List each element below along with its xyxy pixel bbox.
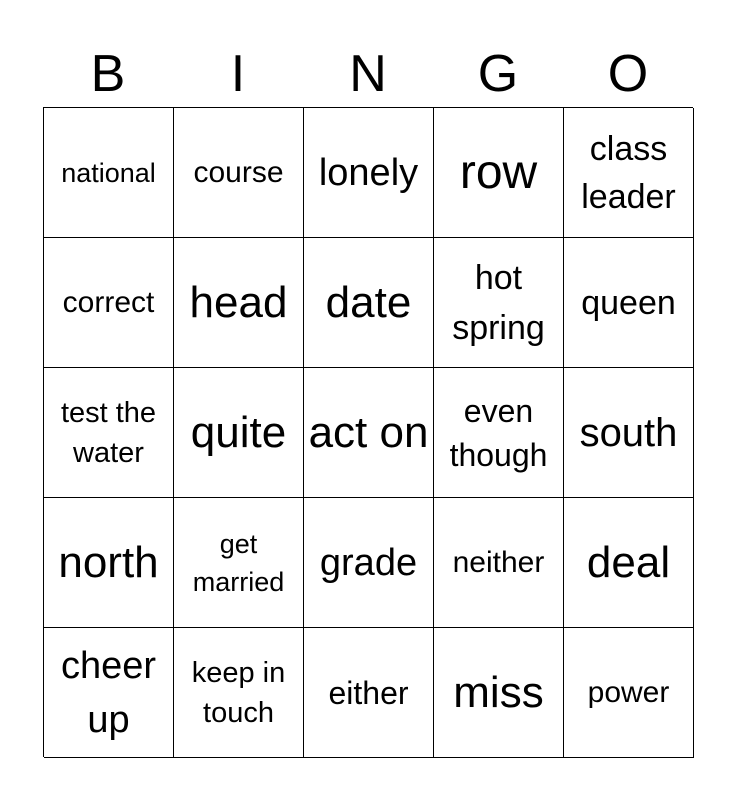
bingo-cell[interactable] <box>564 238 694 368</box>
bingo-cell[interactable] <box>434 108 564 238</box>
bingo-cell[interactable] <box>44 238 174 368</box>
header-letter-b: B <box>90 45 126 103</box>
cell-text: even though <box>449 392 548 473</box>
bingo-cell[interactable] <box>564 628 694 758</box>
bingo-cell[interactable] <box>564 368 694 498</box>
bingo-cell[interactable] <box>434 368 564 498</box>
header-letter-o: O <box>607 45 649 103</box>
bingo-cell[interactable] <box>564 498 694 628</box>
bingo-cell[interactable] <box>44 498 174 628</box>
cell-text: head <box>189 277 288 327</box>
cell-text: power <box>587 675 670 709</box>
header-letter-i: I <box>230 45 246 103</box>
cell-text: neither <box>452 545 545 579</box>
cell-text: south <box>579 410 678 455</box>
bingo-cell[interactable] <box>174 628 304 758</box>
header-letter-n: N <box>349 45 387 103</box>
bingo-board <box>43 107 693 757</box>
bingo-cell[interactable] <box>44 628 174 758</box>
header-letter-g: G <box>477 45 519 103</box>
bingo-cell[interactable] <box>174 368 304 498</box>
cell-text: correct <box>62 285 155 319</box>
cell-text: hot spring <box>452 258 545 347</box>
cell-text: class leader <box>581 129 676 216</box>
cell-text: keep in touch <box>191 656 286 729</box>
cell-text: row <box>459 145 538 199</box>
cell-text: north <box>58 537 159 587</box>
bingo-cell[interactable] <box>44 368 174 498</box>
cell-text: queen <box>581 283 676 322</box>
cell-text: date <box>325 277 412 327</box>
bingo-cell[interactable] <box>434 628 564 758</box>
bingo-cell[interactable] <box>564 108 694 238</box>
cell-text: lonely <box>318 151 419 194</box>
cell-text: cheer up <box>60 644 157 741</box>
bingo-cell[interactable] <box>44 108 174 238</box>
cell-text: test the water <box>60 396 157 469</box>
cell-text: either <box>328 674 409 711</box>
bingo-cell[interactable] <box>174 108 304 238</box>
bingo-cell[interactable] <box>434 498 564 628</box>
cell-text: act on <box>308 407 429 457</box>
bingo-cell[interactable] <box>174 238 304 368</box>
bingo-cell[interactable] <box>304 628 434 758</box>
bingo-cell[interactable] <box>304 368 434 498</box>
bingo-header <box>43 40 693 108</box>
bingo-cell[interactable] <box>174 498 304 628</box>
bingo-cell[interactable] <box>304 498 434 628</box>
cell-text: get married <box>192 528 285 597</box>
cell-text: national <box>61 157 156 188</box>
cell-text: course <box>193 155 284 189</box>
bingo-cell[interactable] <box>304 108 434 238</box>
bingo-cell[interactable] <box>304 238 434 368</box>
bingo-cell[interactable] <box>434 238 564 368</box>
cell-text: deal <box>586 537 671 587</box>
cell-text: quite <box>190 407 287 457</box>
cell-text: miss <box>453 667 544 717</box>
cell-text: grade <box>319 541 418 584</box>
